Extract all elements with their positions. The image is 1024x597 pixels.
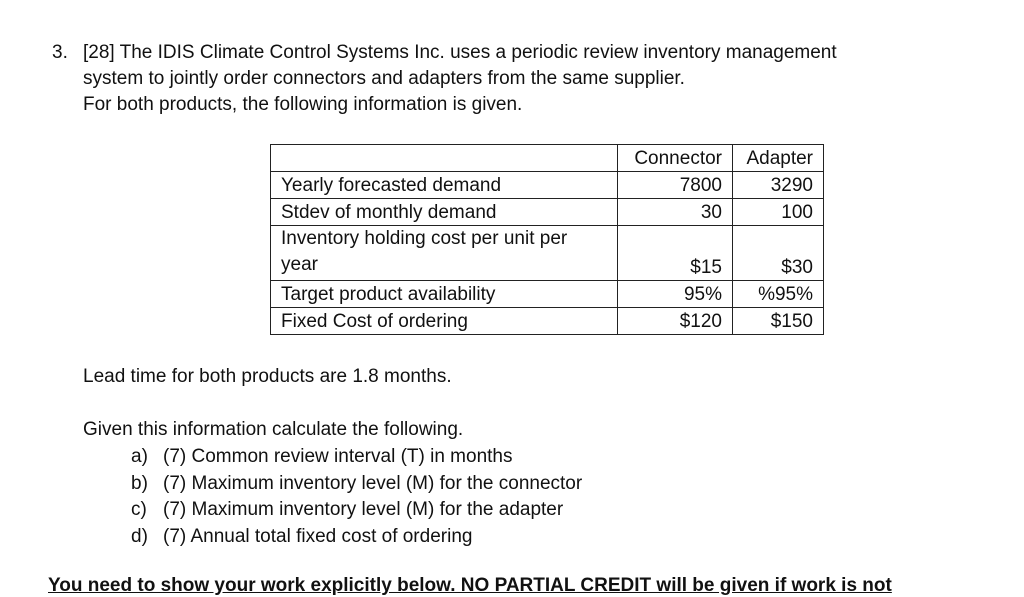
given-text: Given this information calculate the following. — [83, 419, 464, 440]
question-text: (7) Maximum inventory level (M) for the adapter — [163, 499, 564, 520]
header-cell-empty — [271, 145, 618, 172]
table-row — [271, 308, 824, 335]
problem-statement — [52, 40, 952, 118]
question-letter: c) — [131, 499, 147, 520]
intro-line-3: For both products, the following information is given. — [83, 94, 523, 115]
intro-line-2: system to jointly order connectors and adapters from the same supplier. — [83, 68, 685, 89]
list-item — [131, 524, 582, 551]
question-text: (7) Common review interval (T) in months — [163, 446, 513, 467]
header-cell-adapter: Adapter — [733, 145, 824, 172]
table-row — [271, 172, 824, 199]
connector-value: $120 — [618, 308, 733, 335]
question-letter: b) — [131, 472, 148, 494]
list-item — [131, 444, 582, 471]
list-item — [131, 497, 582, 524]
connector-value: 95% — [618, 281, 733, 308]
table-row — [271, 199, 824, 226]
question-text: (7) Annual total fixed cost of ordering — [163, 525, 473, 547]
footer-instruction: You need to show your work explicitly below. NO PARTIAL CREDIT will be given if work is not — [48, 575, 892, 596]
row-label: Inventory holding cost per unit per year — [271, 226, 618, 281]
connector-value: 30 — [618, 199, 733, 226]
adapter-value: 100 — [733, 199, 824, 226]
lead-time-text: Lead time for both products are 1.8 months. — [83, 366, 452, 387]
adapter-value: $150 — [733, 308, 824, 335]
question-letter: d) — [131, 525, 148, 547]
row-label: Yearly forecasted demand — [271, 172, 618, 199]
row-label: Stdev of monthly demand — [271, 199, 618, 226]
adapter-value: $30 — [733, 226, 824, 281]
list-item — [131, 471, 582, 498]
product-info-table — [270, 144, 824, 335]
header-cell-connector: Connector — [618, 145, 733, 172]
table-header-row — [271, 145, 824, 172]
intro-line-1: [28] The IDIS Climate Control Systems Inc. uses a periodic review inventory management — [83, 42, 837, 63]
connector-value: $15 — [618, 226, 733, 281]
adapter-value: %95% — [733, 281, 824, 308]
row-label: Fixed Cost of ordering — [271, 308, 618, 335]
question-letter: a) — [131, 446, 148, 467]
adapter-value: 3290 — [733, 172, 824, 199]
table-row — [271, 281, 824, 308]
connector-value: 7800 — [618, 172, 733, 199]
question-list — [131, 444, 582, 550]
problem-number: 3. — [52, 42, 68, 63]
row-label: Target product availability — [271, 281, 618, 308]
problem-intro — [83, 40, 952, 118]
question-text: (7) Maximum inventory level (M) for the connector — [163, 472, 583, 494]
table-row — [271, 226, 824, 281]
